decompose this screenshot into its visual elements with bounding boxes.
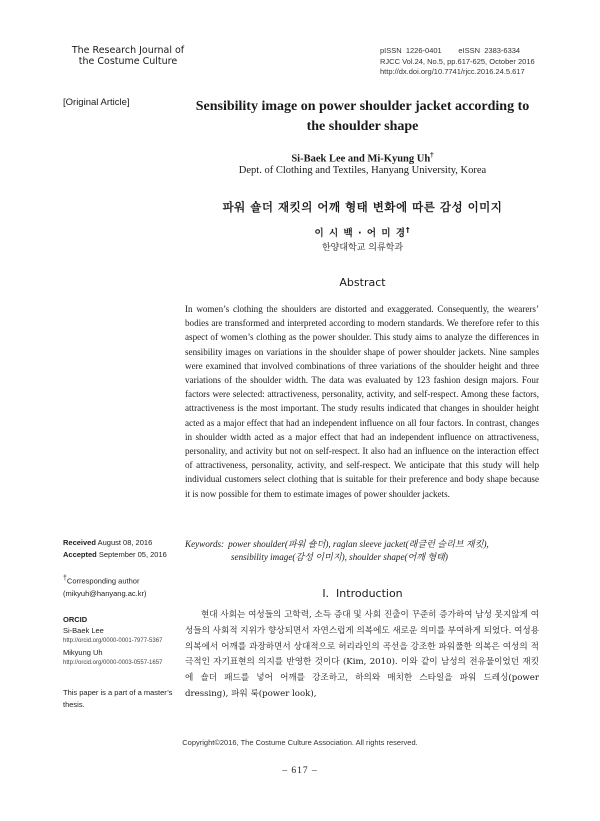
journal-meta bbox=[380, 46, 580, 78]
authors-english-names: Si-Baek Lee and Mi-Kyung Uh bbox=[291, 153, 431, 165]
doi-link[interactable]: http://dx.doi.org/10.7741/rjcc.2016.24.5.617 bbox=[380, 67, 525, 76]
corresponding-mark: † bbox=[430, 151, 434, 159]
authors-korean-names: 이 시 백 · 어 미 경 bbox=[314, 228, 406, 239]
orcid-block bbox=[63, 614, 178, 669]
dates-block bbox=[63, 537, 178, 561]
orcid-name-2: Mikyung Uh bbox=[63, 648, 103, 657]
article-type: [Original Article] bbox=[63, 97, 130, 108]
accepted-label: Accepted bbox=[63, 550, 97, 559]
accepted-date: September 05, 2016 bbox=[98, 550, 167, 559]
issn-line: pISSN 1226-0401 eISSN 2383-6334 bbox=[380, 46, 521, 55]
received-label: Received bbox=[63, 538, 96, 547]
title-english: Sensibility image on power shoulder jacket according to the shoulder shape bbox=[195, 99, 530, 134]
corresponding-mark-korean: † bbox=[406, 225, 411, 234]
corr-label: Corresponding author bbox=[66, 576, 140, 586]
title-korean: 파워 숄더 재킷의 어깨 형태 변화에 따른 감성 이미지 bbox=[222, 200, 503, 214]
journal-name-line2: the Costume Culture bbox=[78, 56, 178, 67]
keywords-line1: power shoulder(파워 숄더), raglan sleeve jacket(래글런 슬리브 재킷), bbox=[228, 539, 489, 549]
journal-name bbox=[63, 45, 193, 67]
orcid-link-1[interactable]: http://orcid.org/0000-0001-7977-5367 bbox=[63, 638, 163, 644]
authors-english bbox=[185, 151, 540, 165]
page-number: – 617 – bbox=[282, 766, 318, 776]
affiliation-english: Dept. of Clothing and Textiles, Hanyang University, Korea bbox=[238, 165, 487, 176]
introduction-heading: I. Introduction bbox=[322, 587, 403, 600]
keywords-line2: sensibility image(감성 이미지), shoulder shape(어깨 형태) bbox=[231, 552, 448, 562]
orcid-label: ORCID bbox=[63, 615, 88, 624]
thesis-note: This paper is a part of a master’s thesis. bbox=[63, 688, 173, 709]
authors-korean bbox=[185, 225, 540, 239]
corresponding-block bbox=[63, 573, 178, 600]
orcid-name-1: Si-Baek Lee bbox=[63, 626, 104, 635]
abstract-heading: Abstract bbox=[339, 276, 386, 289]
keywords bbox=[185, 538, 539, 564]
volume-line: RJCC Vol.24, No.5, pp.617-625, October 2016 bbox=[380, 56, 535, 66]
keywords-label: Keywords: bbox=[185, 539, 225, 549]
corr-mark: † bbox=[63, 575, 67, 582]
journal-name-line1: The Research Journal of bbox=[71, 45, 185, 56]
received-date: August 08, 2016 bbox=[97, 538, 153, 547]
affiliation-korean: 한양대학교 의류학과 bbox=[321, 243, 404, 253]
copyright-line: Copyright©2016, The Costume Culture Association. All rights reserved. bbox=[182, 738, 418, 747]
orcid-link-2[interactable]: http://orcid.org/0000-0003-0557-1657 bbox=[63, 660, 163, 666]
abstract-body: In women’s clothing the shoulders are distorted and exaggerated. Consequently, the wearers’ bodies are transformed and interpreted according to modern standards. We therefore refer to this aspect of women’s clothing as the power shoulder. This study aims to analyze the differences in sensibility images on variations in the shoulder shape of power shoulder jackets. Nine samples were examined that involved combinations of three variations of the shoulder height and three variations of the shoulder width. The data was evaluated by 123 fashion design majors. Four factors were selected: attractiveness, personality, activity, and self-respect. Among these factors, attractiveness is the most important. The study results indicated that changes in shoulder height acted as a major effect that had an independent influence on all four factors. In contrast, changes in shoulder width acted as a major effect that had an independent influence on attractiveness, personality, and activity but not on self-respect. It also had an influence on the interaction effect of attractiveness, personality, activity, and self-respect. We anticipate that this study will help individual customers select clothing that is suitable for their preference and body shape because it is now possible for them to estimate images of power shoulder jackets. bbox=[185, 304, 539, 499]
introduction-body: 현대 사회는 여성들의 고학력, 소득 증대 및 사회 진출이 꾸준히 증가하여 남성 못지않게 여성들의 사회적 지위가 향상되면서 자연스럽게 의복에도 새로운 의미를 부여하게 되었다. 여성용 의복에서 어깨를 과장하면서 상대적으로 허리라인의 곡선을 강조한 파워풀한 의복은 여성의 적극적인 자기표현의 의지를 반영한 것이다 (Kim, 2010). 이와 같이 남성의 전유물이었던 재킷에 숄더 패드를 넣어 어깨를 강조하고, 하의와 매치한 스타일을 파워 드레싱(power dressing), 파워 룩(power look), bbox=[185, 610, 539, 699]
corr-email[interactable]: (mikyuh@hanyang.ac.kr) bbox=[63, 588, 147, 598]
